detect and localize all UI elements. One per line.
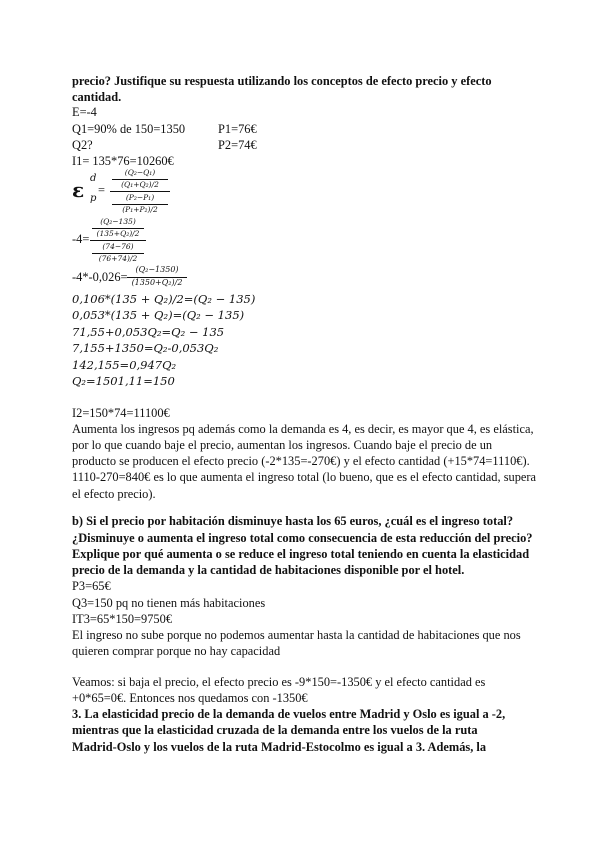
subscript-p: p [90, 193, 97, 204]
main-fraction-bar [90, 240, 146, 241]
p2-value: P2=74€ [218, 138, 257, 152]
superscript-d: d [90, 173, 97, 184]
explanation-line: producto se producen el efecto precio (-2*135=-270€) y el efecto cantidad (+15*74=1110€). [72, 454, 530, 468]
step-5: 7,155+1350=Q₂-0,053Q₂ [72, 341, 219, 355]
step-4: 71,55+0,053Q₂=Q₂ − 135 [72, 325, 225, 339]
step-3: 0,053*(135 + Q₂)=(Q₂ − 135) [72, 308, 245, 322]
question-b-line: precio de la demanda y la cantidad de habitaciones disponible por el hotel. [72, 563, 465, 577]
it3-value: IT3=65*150=9750€ [72, 612, 173, 626]
numerator-top: (Q₂−135) [100, 217, 136, 226]
p1-value: P1=76€ [218, 122, 257, 136]
numerator-bottom: (135+Q₂)/2 [96, 229, 140, 238]
q3-value: Q3=150 pq no tienen más habitaciones [72, 596, 266, 610]
answer-line: +0*65=0€. Entonces nos quedamos con -1350€ [72, 691, 308, 705]
denominator-bottom: (76+74)/2 [98, 254, 138, 263]
explanation-line: por lo que cuando baje el precio, aumentan los ingresos. Cuando baje el precio de un [72, 438, 493, 452]
answer-line: Veamos: si baja el precio, el efecto precio es -9*150=-1350€ y el efecto cantidad es [72, 675, 486, 689]
i2-value: I2=150*74=11100€ [72, 406, 170, 420]
numerator-bottom: (Q₁+Q₂)/2 [121, 180, 159, 189]
formula-lhs: -4= [72, 232, 90, 246]
question-3-line: 3. La elasticidad precio de la demanda de vuelos entre Madrid y Oslo es igual a -2, [72, 707, 506, 721]
question-b-line: Explique por qué aumenta o se reduce el ingreso total teniendo en cuenta la elasticidad [72, 547, 530, 561]
numerator-top: (Q₂−Q₁) [124, 168, 156, 177]
step-6: 142,155=0,947Q₂ [72, 358, 177, 372]
equals-sign: = [98, 183, 105, 197]
q1-value: Q1=90% de 150=1350 [72, 122, 186, 136]
explanation-line: 1110-270=840€ es lo que aumenta el ingreso total (lo bueno, que es el efecto cantidad, supera [72, 470, 537, 484]
epsilon-symbol: ε [72, 178, 85, 202]
denominator-top: (P₂−P₁) [125, 193, 155, 202]
question-3-line: mientras que la elasticidad cruzada de la demanda entre los vuelos de la ruta [72, 723, 478, 737]
step-7: Q₂=1501,11=150 [72, 374, 175, 388]
intro-line: precio? Justifique su respuesta utilizando los conceptos de efecto precio y efecto [72, 74, 492, 88]
step-lhs: -4*-0,026= [72, 270, 128, 284]
denominator-top: (74−76) [102, 242, 134, 251]
step-2: 0,106*(135 + Q₂)/2=(Q₂ − 135) [72, 292, 256, 306]
step-numerator: (Q₂−1350) [135, 265, 179, 274]
question-b-line: ¿Disminuye o aumenta el ingreso total como consecuencia de esta reducción del precio? [72, 531, 533, 545]
main-fraction-bar [110, 191, 170, 192]
step-denominator: (1350+Q₂)/2 [131, 278, 183, 287]
explanation-line: el efecto precio). [72, 487, 156, 501]
q2-value: Q2? [72, 138, 93, 152]
explanation-line: Aumenta los ingresos pq además como la demanda es 4, es decir, es mayor que 4, es elástica, [72, 422, 534, 436]
answer-line: El ingreso no sube porque no podemos aumentar hasta la cantidad de habitaciones que nos [72, 628, 521, 642]
p3-value: P3=65€ [72, 579, 111, 593]
question-b-line: b) Si el precio por habitación disminuye hasta los 65 euros, ¿cuál es el ingreso total? [72, 514, 514, 528]
answer-line: quieren comprar porque no hay capacidad [72, 644, 281, 658]
denominator-bottom: (P₁+P₂)/2 [122, 205, 158, 214]
question-3-line: Madrid-Oslo y los vuelos de la ruta Madrid-Estocolmo es igual a 3. Además, la [72, 740, 487, 754]
elasticity-value: E=-4 [72, 105, 97, 119]
intro-line: cantidad. [72, 90, 122, 104]
i1-value: I1= 135*76=10260€ [72, 154, 174, 168]
